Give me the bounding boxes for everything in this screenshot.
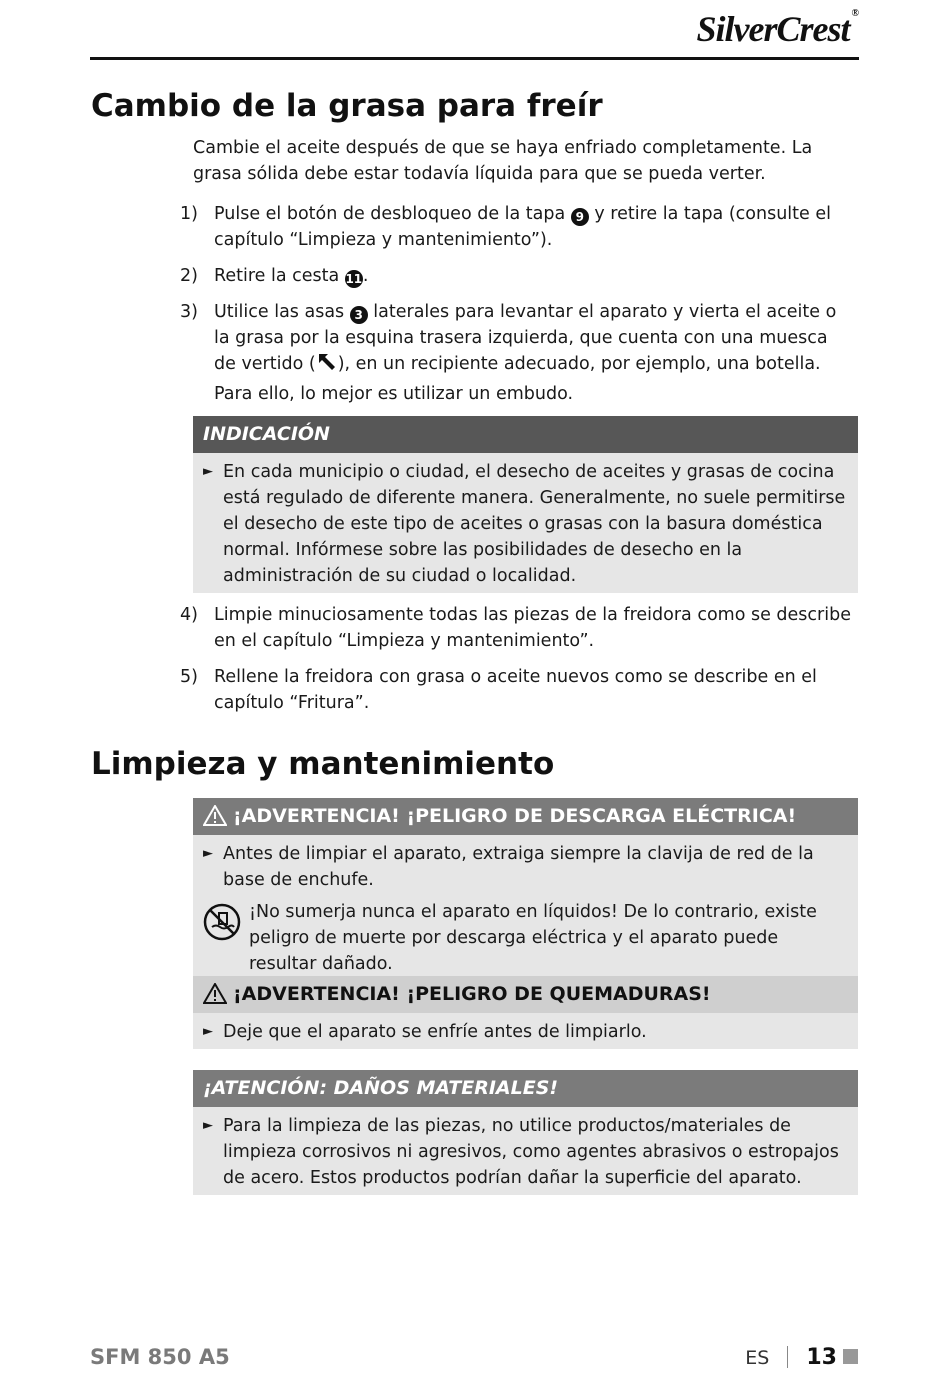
no-submerge-text: ¡No sumerja nunca el aparato en líquidos! De lo contrario, existe peligro de muerte por descarga eléctrica y el aparato puede resultar dañado. xyxy=(249,902,817,974)
no-submerge-icon xyxy=(203,903,241,949)
intro-paragraph: Cambie el aceite después de que se haya enfriado completamente. La grasa sólida debe estar todavía líquida para que se pueda verter. xyxy=(193,138,813,184)
warning-electric-text: Antes de limpiar el aparato, extraiga siempre la clavija de red de la base de enchufe. xyxy=(223,844,814,890)
note-text: En cada municipio o ciudad, el desecho de aceites y grasas de cocina está regulado de diferente manera. Generalmente, no suele permitirse el desecho de este tipo de aceites o grasas con la basura doméstica normal. Infórmese sobre las posibilidades de desecho en la administración de su ciudad o localidad. xyxy=(223,462,846,586)
ref-number-badge: 3 xyxy=(350,306,368,324)
steps-list-b xyxy=(0,602,950,726)
triangle-right-icon: ► xyxy=(203,464,213,479)
warning-triangle-icon xyxy=(203,980,227,1017)
brand-logo: SilverCrest ® xyxy=(696,8,858,49)
footer-page-info xyxy=(745,1345,858,1370)
pour-arrow-icon xyxy=(316,351,338,381)
warning-burn-text: Deje que el aparato se enfríe antes de limpiarlo. xyxy=(223,1022,647,1042)
step-1: 1) Pulse el botón de desbloqueo de la tapa 9 y retire la tapa (consulte el capítulo “Limpieza y mantenimiento”). xyxy=(180,204,831,250)
note-box xyxy=(193,416,858,593)
footer-language: ES xyxy=(745,1347,770,1369)
warning-burn-box xyxy=(193,976,858,1049)
step-5: 5) Rellene la freidora con grasa o aceite nuevos como se describe en el capítulo “Fritura”. xyxy=(180,667,817,713)
triangle-right-icon: ► xyxy=(203,1118,213,1133)
attention-box xyxy=(193,1070,858,1195)
step-2: 2) Retire la cesta 11. xyxy=(180,266,369,286)
footer-model: SFM 850 A5 xyxy=(90,1345,230,1369)
ref-number-badge: 9 xyxy=(571,208,589,226)
note-heading: INDICACIÓN xyxy=(193,416,858,453)
warning-triangle-icon xyxy=(203,802,227,839)
ref-number-badge: 11 xyxy=(345,272,363,286)
triangle-right-icon: ► xyxy=(203,1024,213,1039)
step-4: 4) Limpie minuciosamente todas las piezas de la freidora como se describe en el capítulo “Limpieza y mantenimiento”. xyxy=(180,605,851,651)
page-number: 13 xyxy=(806,1345,837,1370)
attention-text: Para la limpieza de las piezas, no utilice productos/materiales de limpieza corrosivos ni agresivos, como agentes abrasivos o estropajos de acero. Estos productos podrían dañar la superficie del aparato. xyxy=(223,1116,839,1188)
section-title-grease-change: Cambio de la grasa para freír xyxy=(91,88,603,124)
warning-electric-box xyxy=(193,798,858,983)
warning-electric-heading: ¡ADVERTENCIA! ¡PELIGRO DE DESCARGA ELÉCTRICA! xyxy=(233,805,797,827)
header-rule xyxy=(90,57,859,60)
section-title-cleaning: Limpieza y mantenimiento xyxy=(91,746,555,782)
attention-heading: ¡ATENCIÓN: DAÑOS MATERIALES! xyxy=(193,1070,858,1107)
triangle-right-icon: ► xyxy=(203,846,213,861)
steps-list-a xyxy=(0,201,950,417)
warning-burn-heading: ¡ADVERTENCIA! ¡PELIGRO DE QUEMADURAS! xyxy=(233,983,711,1005)
page-marker-square xyxy=(843,1349,858,1364)
footer-divider xyxy=(787,1346,788,1368)
step-3: 3) Utilice las asas 3 laterales para levantar el aparato y vierta el aceite o la grasa por la esquina trasera izquierda, que cuenta con una muesca de vertido ( ), en un recipiente adecuado, por ejemplo, una botella. Para ello, lo mejor es utilizar un embudo. xyxy=(180,302,837,404)
